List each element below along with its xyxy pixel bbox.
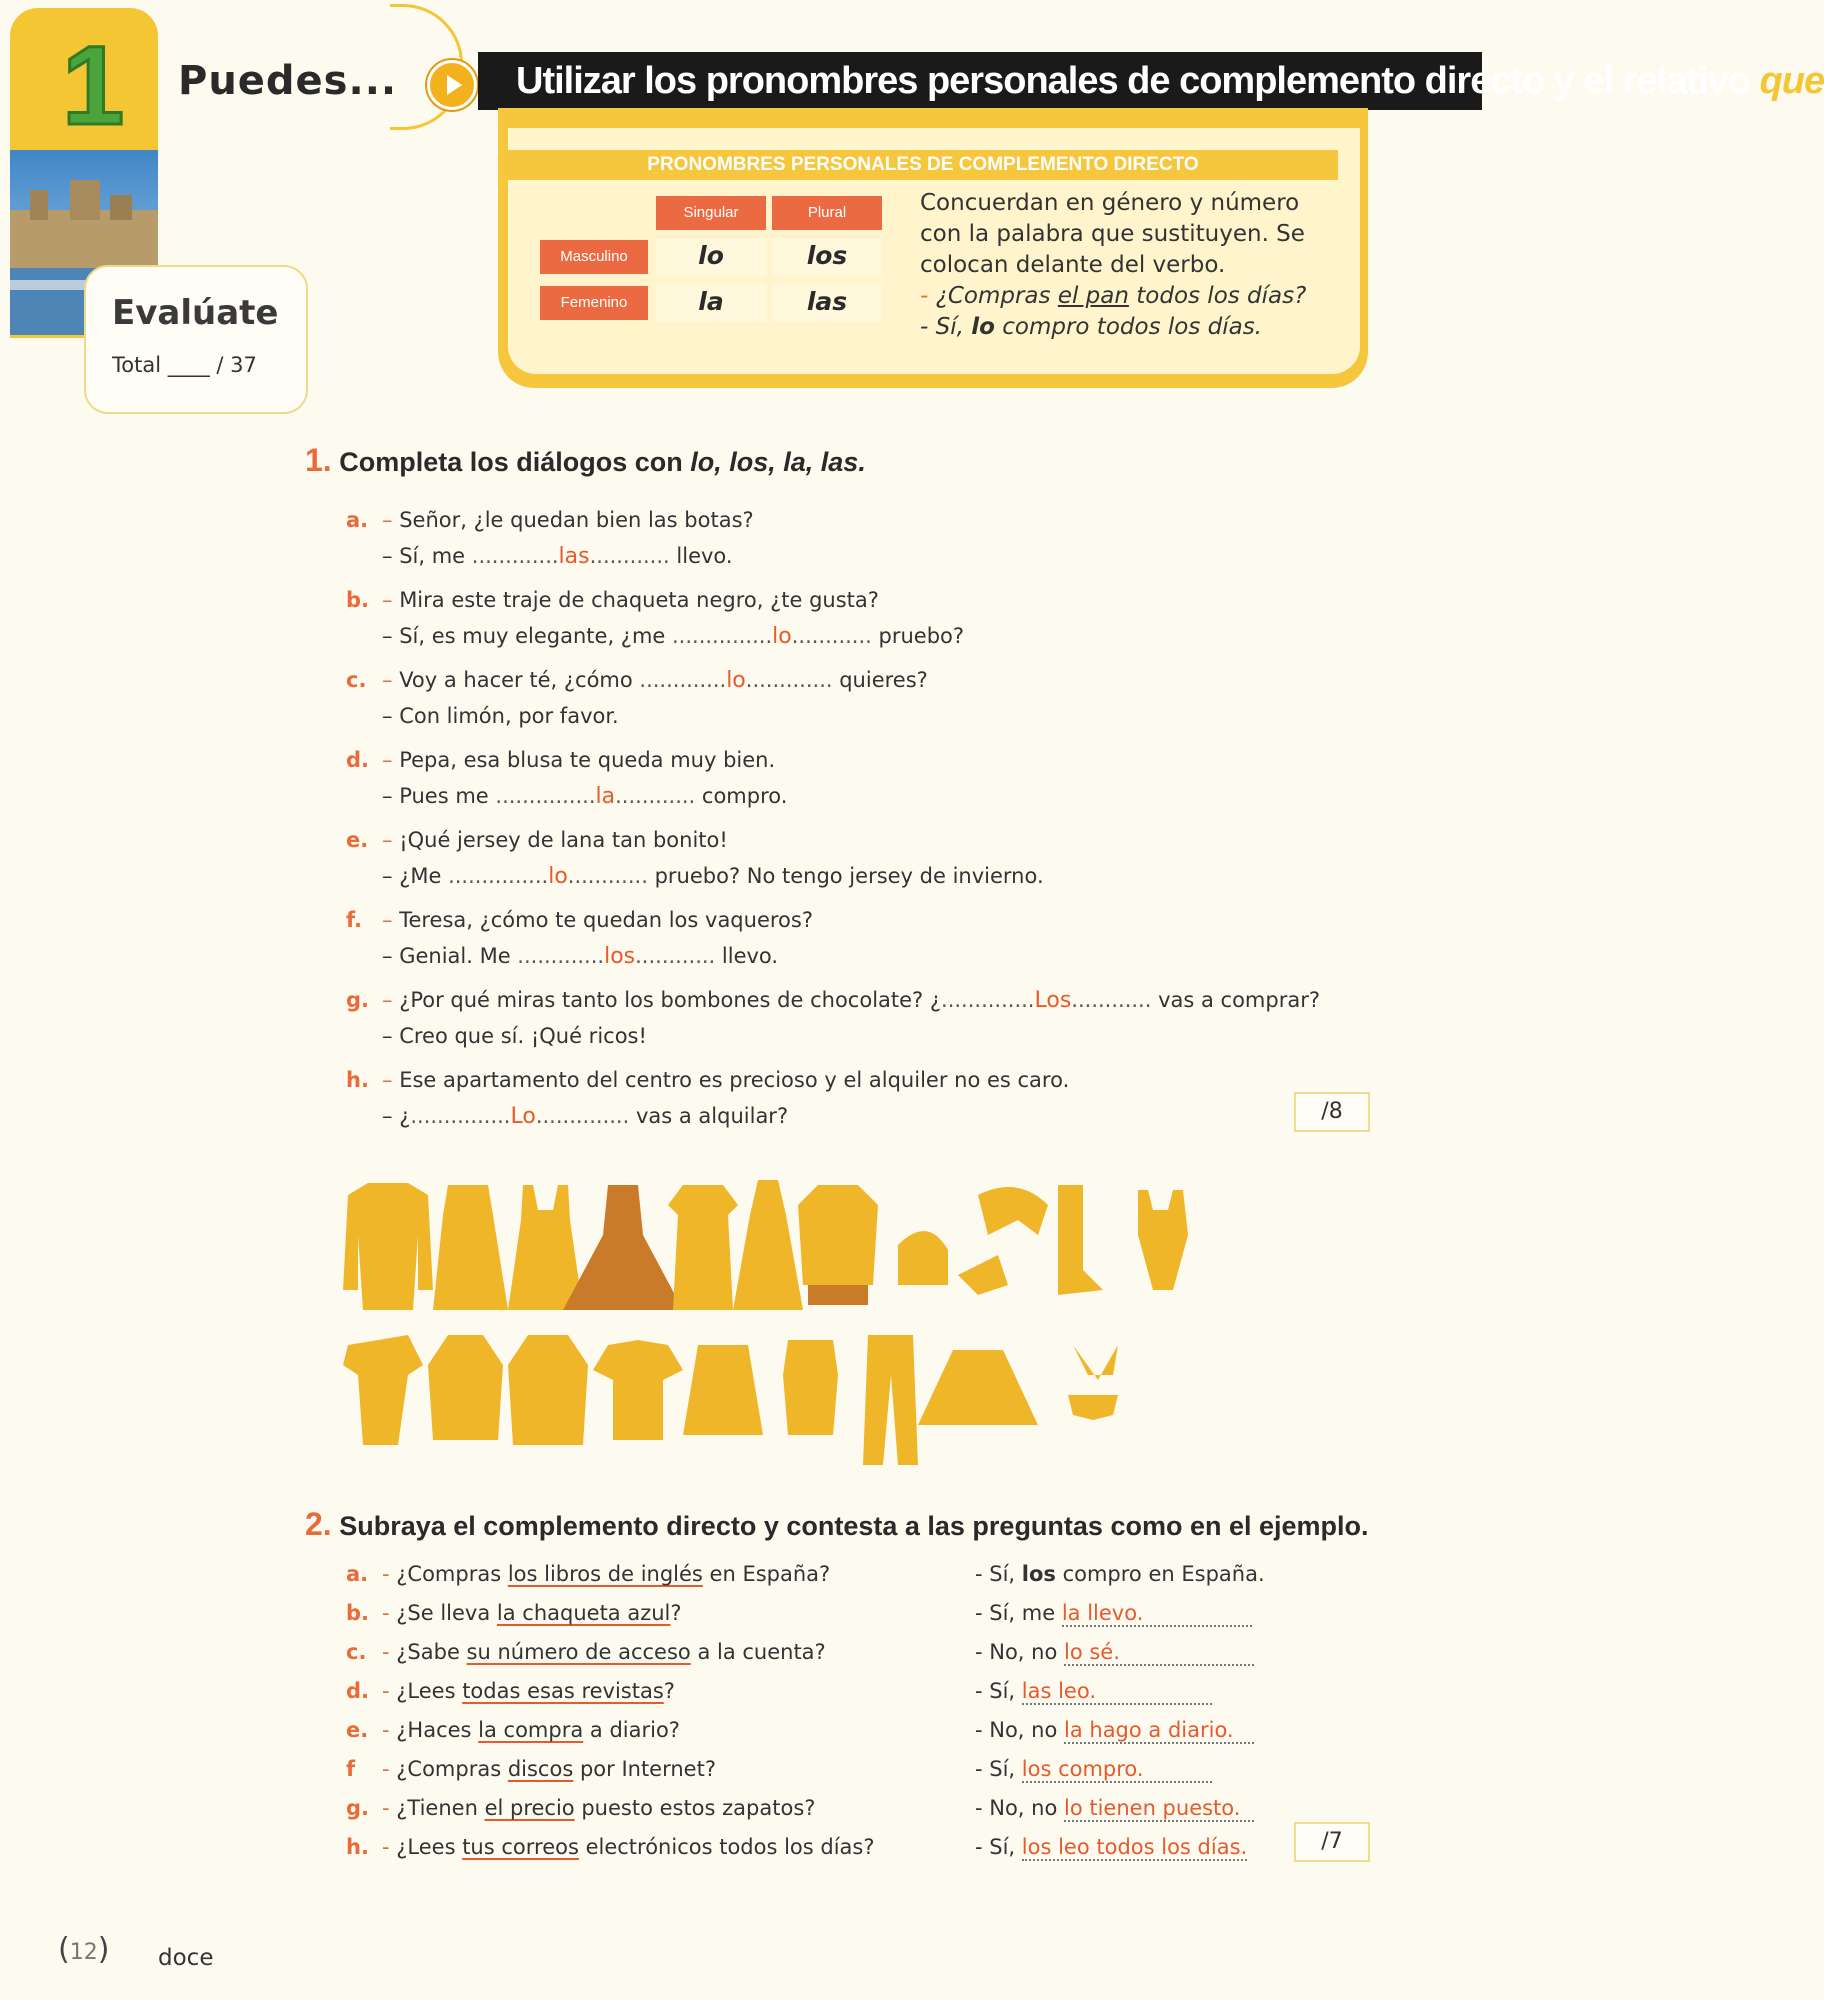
ex2-underlined-object[interactable]: discos xyxy=(507,1757,574,1781)
col-header-singular: Singular xyxy=(656,196,766,230)
ex2-item-letter: b. xyxy=(346,1601,370,1625)
dress-icon xyxy=(433,1185,508,1310)
page-word: doce xyxy=(158,1945,214,1971)
ex1-item-letter: a. xyxy=(346,508,369,532)
ex2-question: g. - ¿Tienen el precio puesto estos zapatos? xyxy=(346,1796,816,1820)
ex1-item-letter: c. xyxy=(346,668,367,692)
evaluate-total xyxy=(112,353,257,377)
skirt-icon xyxy=(918,1350,1038,1425)
ex2-question: e. - ¿Haces la compra a diario? xyxy=(346,1718,680,1742)
evaluate-title: Evalúate xyxy=(112,293,279,333)
ex2-answer: - Sí, los compro. xyxy=(975,1757,1212,1783)
ex2-underlined-object[interactable]: el precio xyxy=(484,1796,575,1820)
grammar-explanation xyxy=(920,188,1320,343)
bag-shoe-icon xyxy=(898,1231,1008,1295)
ball-gown-icon xyxy=(563,1185,683,1310)
ex1-item-line2: – Con limón, por favor. xyxy=(382,704,619,728)
grammar-example-question: - ¿Compras el pan todos los días? xyxy=(920,283,1307,309)
unit-number: 1 xyxy=(62,23,125,148)
ex1-item-line2: – ¿Me ...............lo............ pruebo? No tengo jersey de invierno. xyxy=(382,864,1044,889)
ex1-item-line1: e. – ¡Qué jersey de lana tan bonito! xyxy=(346,828,728,852)
ex1-item-letter: d. xyxy=(346,748,370,772)
ex1-instruction-pronouns: lo, los, la, las. xyxy=(690,447,866,477)
cell-masc-pl: los xyxy=(772,238,882,276)
evaluate-box xyxy=(84,265,308,414)
ex1-item-letter: e. xyxy=(346,828,369,852)
ex2-item-letter: g. xyxy=(346,1796,370,1820)
ex1-item-line2: – Sí, es muy elegante, ¿me ...............lo............ pruebo? xyxy=(382,624,965,649)
ex2-answer-field[interactable]: la hago a diario. xyxy=(1064,1718,1254,1744)
ex2-answer: - No, no lo tienen puesto. xyxy=(975,1796,1254,1822)
ex1-instruction: Completa los diálogos con xyxy=(339,447,691,477)
ex1-answer[interactable]: Lo xyxy=(510,1104,536,1129)
ex1-answer[interactable]: lo xyxy=(548,864,568,889)
ex2-answer: - No, no la hago a diario. xyxy=(975,1718,1254,1744)
ex1-answer[interactable]: la xyxy=(595,784,616,809)
ex2-underlined-object[interactable]: todas esas revistas xyxy=(462,1679,664,1703)
ex2-answer-field[interactable]: la llevo. xyxy=(1062,1601,1252,1627)
ex1-title xyxy=(305,442,866,479)
cell-fem-sing: la xyxy=(656,284,766,322)
halter-dress-icon xyxy=(733,1180,803,1310)
ex2-number: 2. xyxy=(305,1506,332,1542)
coat-icon xyxy=(343,1183,433,1310)
bikini-icon xyxy=(1068,1345,1118,1420)
ex1-item-line2: – Genial. Me .............los............ llevo. xyxy=(382,944,779,969)
ex1-answer[interactable]: Los xyxy=(1034,988,1072,1013)
ex1-answer[interactable]: las xyxy=(558,544,590,569)
ex2-question: h. - ¿Lees tus correos electrónicos todos los días? xyxy=(346,1835,875,1859)
grammar-title: PRONOMBRES PERSONALES DE COMPLEMENTO DIRECTO xyxy=(508,150,1338,180)
total-blank: ____ xyxy=(167,353,210,377)
grammar-example-answer: - Sí, lo compro todos los días. xyxy=(920,314,1262,340)
ex2-answer: - Sí, los leo todos los días. xyxy=(975,1835,1248,1859)
trousers-icon xyxy=(863,1335,918,1465)
cell-masc-sing: lo xyxy=(656,238,766,276)
boot-icon xyxy=(1058,1185,1103,1295)
ex2-answer-field[interactable]: las leo. xyxy=(1022,1679,1212,1705)
ex2-score-box: /7 xyxy=(1294,1822,1370,1862)
ex2-item-letter: f xyxy=(346,1757,356,1781)
cell-fem-pl: las xyxy=(772,284,882,322)
ex2-answer-field[interactable]: lo tienen puesto. xyxy=(1064,1796,1254,1822)
row-header-masculino: Masculino xyxy=(540,240,648,274)
total-max: / 37 xyxy=(216,353,257,377)
ex1-item-line1: f. – Teresa, ¿cómo te quedan los vaqueros? xyxy=(346,908,813,932)
ex2-item-letter: a. xyxy=(346,1562,369,1586)
swimsuit-icon xyxy=(1138,1190,1188,1290)
sweater-icon xyxy=(683,1345,763,1435)
objective-text: Utilizar los pronombres personales de complemento directo y el relativo xyxy=(516,60,1751,102)
ex2-answer: - Sí, me la llevo. xyxy=(975,1601,1252,1627)
sleeveless-dress-icon xyxy=(508,1185,583,1310)
ex1-answer[interactable]: lo xyxy=(772,624,792,649)
explanation-text: Concuerdan en género y número con la palabra que sustituyen. Se colocan delante del verbo. xyxy=(920,190,1305,278)
jacket-icon xyxy=(428,1335,503,1440)
ex1-number: 1. xyxy=(305,442,332,478)
ex2-question: b. - ¿Se lleva la chaqueta azul? xyxy=(346,1601,682,1625)
ex1-answer[interactable]: lo xyxy=(726,668,746,693)
ex2-title xyxy=(305,1506,1369,1543)
row-header-femenino: Femenino xyxy=(540,286,648,320)
ex2-answer: - Sí, los compro en España. xyxy=(975,1562,1265,1586)
puedes-label: Puedes... xyxy=(178,58,398,104)
ex1-item-letter: f. xyxy=(346,908,362,932)
ex1-item-line2: – Sí, me .............las............ llevo. xyxy=(382,544,733,569)
col-header-plural: Plural xyxy=(772,196,882,230)
ex2-underlined-object[interactable]: la chaqueta azul xyxy=(496,1601,671,1625)
camisole-icon xyxy=(783,1340,838,1435)
ex1-item-letter: b. xyxy=(346,588,370,612)
ex2-question: f - ¿Compras discos por Internet? xyxy=(346,1757,716,1781)
scarf-icon xyxy=(978,1187,1048,1235)
ex2-question: d. - ¿Lees todas esas revistas? xyxy=(346,1679,675,1703)
ex1-item-line2: – Creo que sí. ¡Qué ricos! xyxy=(382,1024,647,1048)
ex2-underlined-object[interactable]: la compra xyxy=(478,1718,584,1742)
blazer2-icon xyxy=(508,1335,588,1445)
ex2-underlined-object[interactable]: su número de acceso xyxy=(466,1640,691,1664)
ex2-instruction: Subraya el complemento directo y contesta a las preguntas como en el ejemplo. xyxy=(339,1511,1369,1541)
ex2-answer: - Sí, las leo. xyxy=(975,1679,1212,1705)
ex2-question: a. - ¿Compras los libros de inglés en España? xyxy=(346,1562,831,1586)
ex1-item-line1: b. – Mira este traje de chaqueta negro, ¿te gusta? xyxy=(346,588,879,612)
ex2-underlined-object[interactable]: tus correos xyxy=(462,1835,579,1859)
tshirt-icon xyxy=(593,1340,683,1440)
ex1-item-line1: a. – Señor, ¿le quedan bien las botas? xyxy=(346,508,754,532)
total-label: Total xyxy=(112,353,162,377)
ex2-underlined-object[interactable]: los libros de inglés xyxy=(507,1562,703,1586)
clothes-illustration xyxy=(338,1175,1238,1465)
objective-tail: que xyxy=(1759,60,1824,102)
ex1-item-line2: – ¿...............Lo.............. vas a alquilar? xyxy=(382,1104,789,1129)
page-number: (12) xyxy=(58,1932,110,1967)
ex2-answer-field[interactable]: los leo todos los días. xyxy=(1021,1835,1248,1859)
ex1-item-letter: h. xyxy=(346,1068,369,1092)
ex2-item-letter: d. xyxy=(346,1679,370,1703)
ex1-item-line1: h. – Ese apartamento del centro es precioso y el alquiler no es caro. xyxy=(346,1068,1070,1092)
ex1-item-letter: g. xyxy=(346,988,370,1012)
ex2-answer-field[interactable]: lo sé. xyxy=(1064,1640,1254,1666)
ex2-answer: - No, no lo sé. xyxy=(975,1640,1254,1666)
blazer-icon xyxy=(798,1185,878,1305)
ex2-item-letter: e. xyxy=(346,1718,369,1742)
ex1-item-line2: – Pues me ...............la............ compro. xyxy=(382,784,788,809)
objective-bar xyxy=(478,52,1824,110)
ex1-item-line1: c. – Voy a hacer té, ¿cómo .............lo............. quieres? xyxy=(346,668,928,693)
ex1-item-line1: d. – Pepa, esa blusa te queda muy bien. xyxy=(346,748,776,772)
short-sleeve-dress-icon xyxy=(668,1185,738,1310)
ex1-answer[interactable]: los xyxy=(604,944,636,969)
play-bullet-icon xyxy=(427,60,477,110)
ex2-question: c. - ¿Sabe su número de acceso a la cuenta? xyxy=(346,1640,826,1664)
ex1-item-line1: g. – ¿Por qué miras tanto los bombones de chocolate? ¿..............Los............ vas a comprar? xyxy=(346,988,1321,1013)
ex2-answer-field[interactable]: los compro. xyxy=(1022,1757,1212,1783)
ex2-item-letter: c. xyxy=(346,1640,367,1664)
ex1-score-box: /8 xyxy=(1294,1092,1370,1132)
wrap-top-icon xyxy=(343,1335,423,1445)
ex2-item-letter: h. xyxy=(346,1835,369,1859)
